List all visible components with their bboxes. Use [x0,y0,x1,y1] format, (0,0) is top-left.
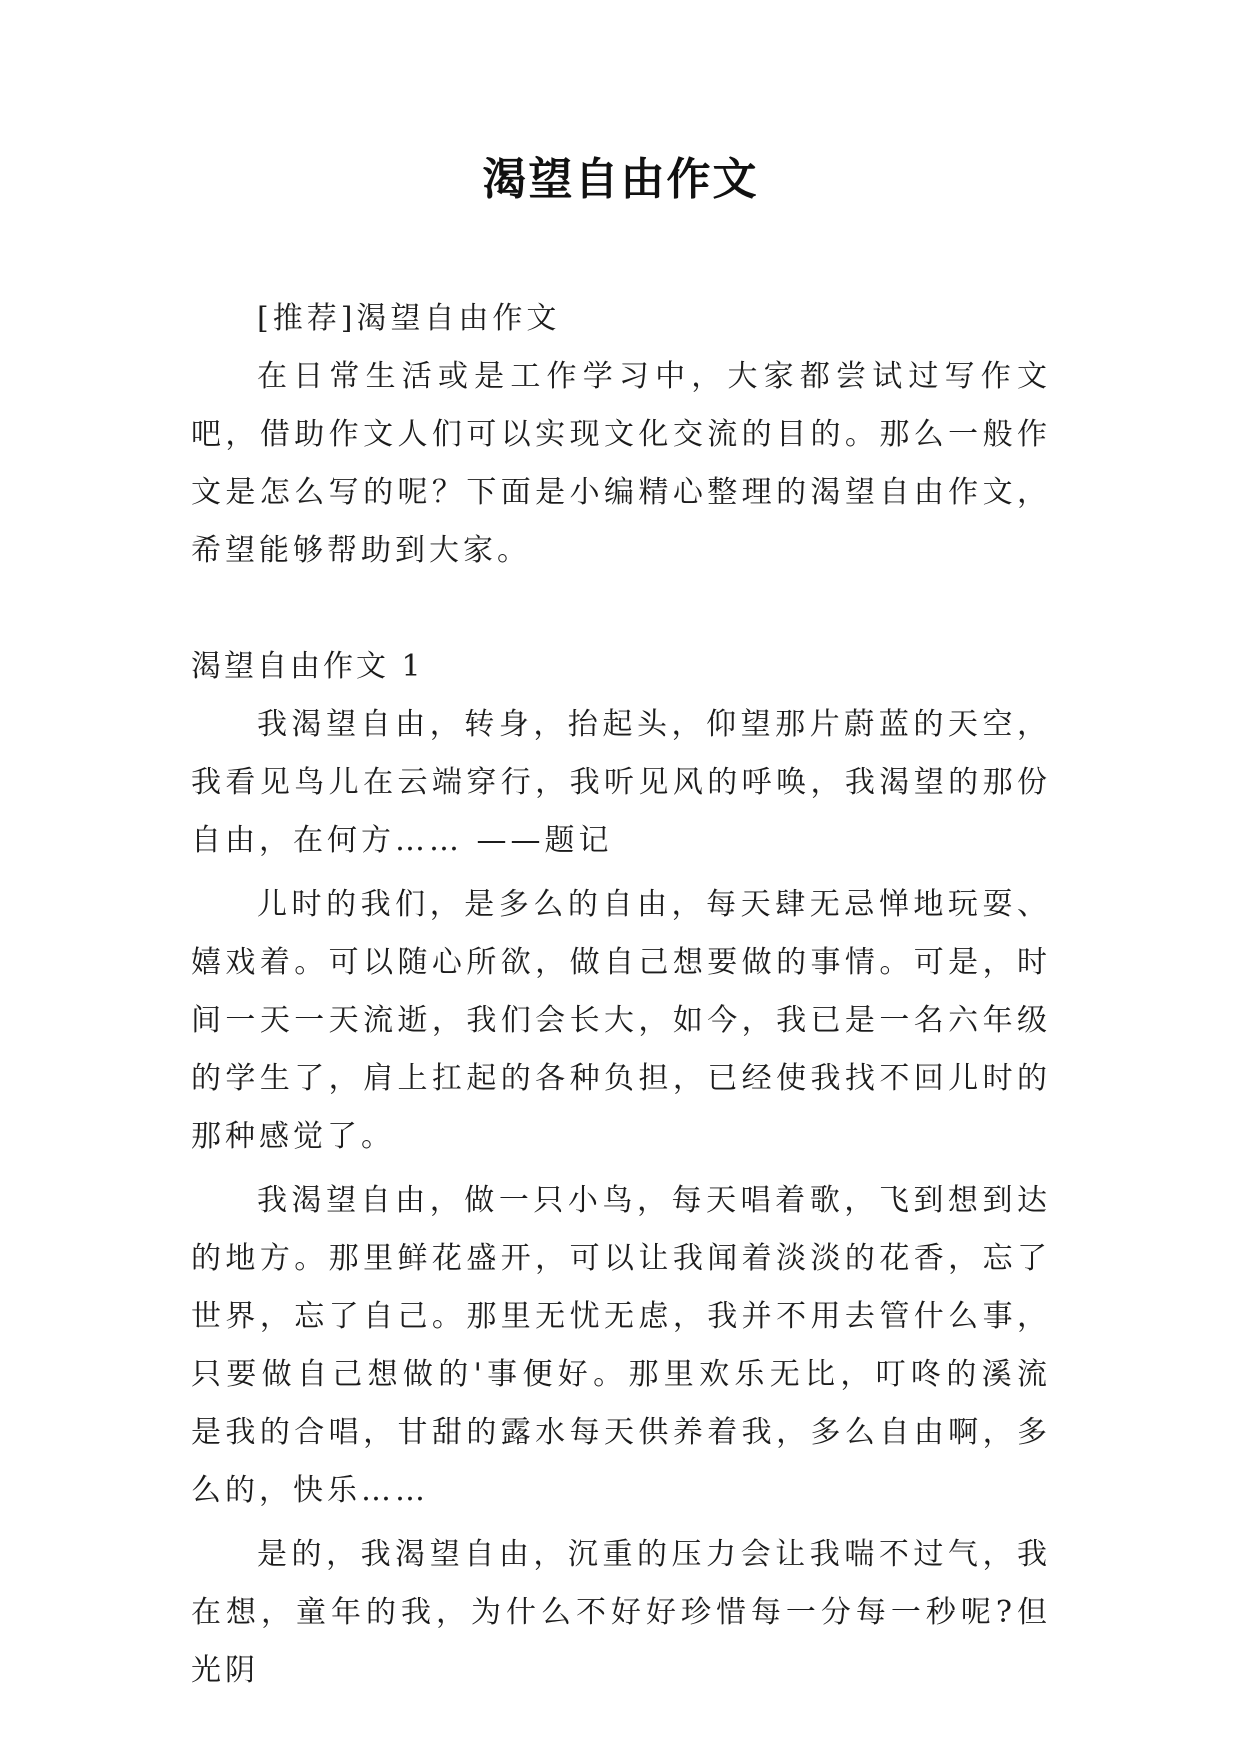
body-paragraph-3: 我渴望自由，做一只小鸟，每天唱着歌，飞到想到达的地方。那里鲜花盛开，可以让我闻着淡淡的花香，忘了世界，忘了自己。那里无忧无虑，我并不用去管什么事，只要做自己想做的'事便好。那里欢乐无比，叮咚的溪流是我的合唱，甘甜的露水每天供养着我，多么自由啊，多么的，快乐…… [191,1183,1051,1508]
section-heading: 渴望自由作文 1 [191,649,424,684]
document-title: 渴望自由作文 [482,154,759,205]
document-body [191,290,1051,1700]
body-paragraph-2: 儿时的我们，是多么的自由，每天肆无忌惮地玩耍、嬉戏着。可以随心所欲，做自己想要做的事情。可是，时间一天一天流逝，我们会长大，如今，我已是一名六年级的学生了，肩上扛起的各种负担，已经使我找不回儿时的那种感觉了。 [191,887,1051,1154]
intro-tag-paragraph: [推荐]渴望自由作文 [257,301,561,336]
body-paragraph-1: 我渴望自由，转身，抬起头，仰望那片蔚蓝的天空，我看见鸟儿在云端穿行，我听见风的呼唤，我渴望的那份自由，在何方…… ——题记 [191,707,1051,858]
intro-paragraph: 在日常生活或是工作学习中，大家都尝试过写作文吧，借助作文人们可以实现文化交流的目的。那么一般作文是怎么写的呢？下面是小编精心整理的渴望自由作文，希望能够帮助到大家。 [191,359,1051,568]
body-paragraph-4: 是的，我渴望自由，沉重的压力会让我喘不过气，我在想，童年的我，为什么不好好珍惜每一分每一秒呢?但光阴 [191,1537,1051,1688]
